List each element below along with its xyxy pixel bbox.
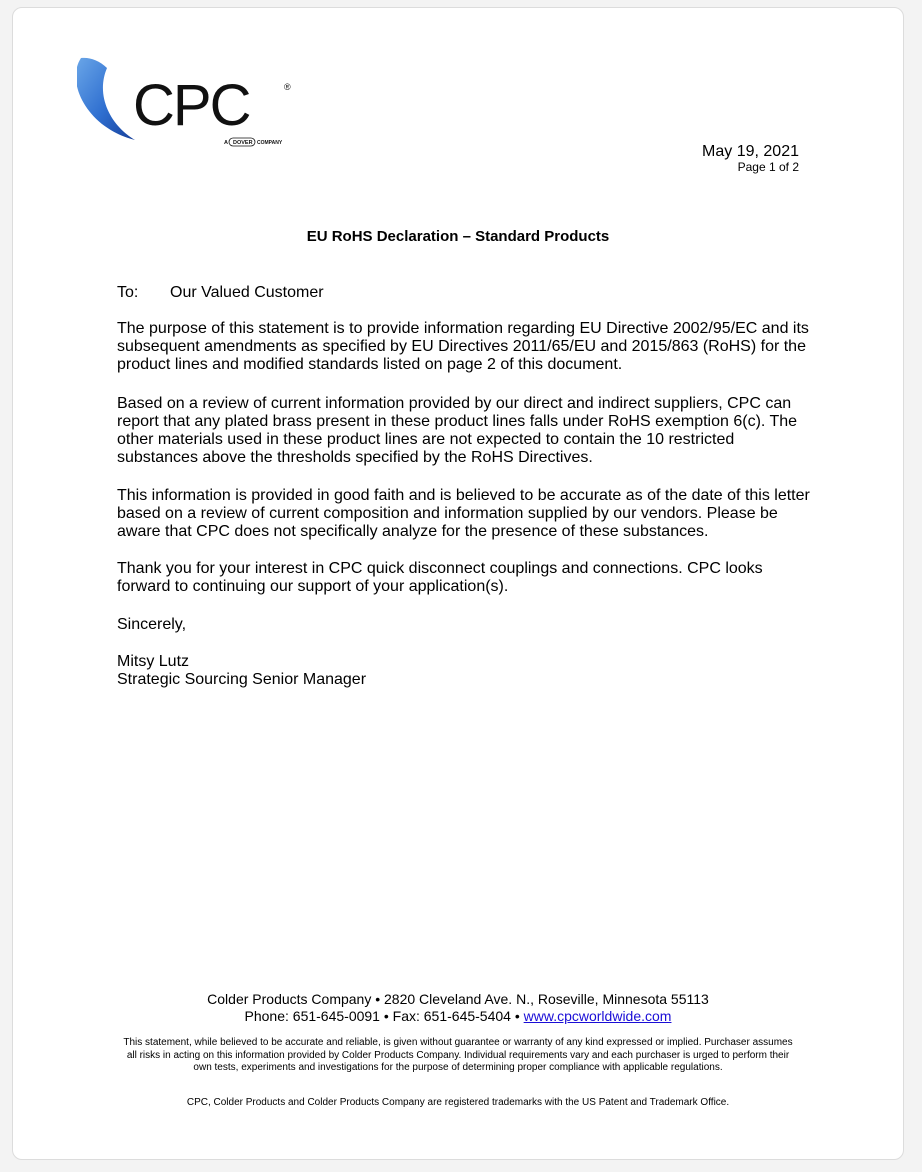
logo-registered-mark: ® [284,82,291,92]
signature-block [117,653,366,689]
paragraph-good-faith: This information is provided in good faith and is believed to be accurate as of the date of this letter based on a review of current composition and information supplied by our vendors. Please be aware that CPC does not specifically analyze for the presence of these substances. [117,487,810,540]
footer-contact [13,1008,903,1024]
document-page [12,7,904,1160]
letter-date: May 19, 2021 [702,143,799,160]
footer-phone-fax: Phone: 651-645-0091 • Fax: 651-645-5404 • [244,1008,520,1024]
page-indicator: Page 1 of 2 [737,160,799,174]
addressee-line [117,284,324,302]
paragraph-purpose: The purpose of this statement is to provide information regarding EU Directive 2002/95/EC and its subsequent amendments as specified by EU Directives 2011/65/EU and 2015/863 (RoHS) for the product lines and modified standards listed on page 2 of this document. [117,320,809,373]
logo-tagline-prefix: A [224,140,228,146]
signer-name: Mitsy Lutz [117,653,190,670]
cpc-logo-graphic [77,56,297,151]
footer-address: Colder Products Company • 2820 Cleveland Ave. N., Roseville, Minnesota 55113 [207,991,709,1007]
closing-salutation: Sincerely, [117,616,187,633]
signer-title: Strategic Sourcing Senior Manager [117,671,367,688]
paragraph-thanks: Thank you for your interest in CPC quick disconnect couplings and connections. CPC looks forward to continuing our support of your application(s). [117,560,763,595]
cpc-logo [77,56,297,151]
legal-disclaimer: This statement, while believed to be accurate and reliable, is given without guarantee or warranty of any kind expressed or implied. Purchaser assumes all risks in acting on this information provided by Colder Products Company. Individual requirements vary and each purchaser is urged to perform their own tests, experiments and investigations for the purpose of determining proper compliance with applicable regulations. [123,1037,793,1074]
paragraph-review: Based on a review of current information provided by our direct and indirect suppliers, CPC can report that any plated brass present in these product lines falls under RoHS exemption 6(c). The other materials used in these product lines are not expected to contain the 10 restricted substances above the thresholds specified by the RoHS Directives. [117,395,798,466]
logo-tagline-brand: DOVER [233,140,253,146]
addressee-label: To: [117,284,139,301]
logo-wordmark: CPC [133,73,250,138]
trademark-notice: CPC, Colder Products and Colder Products Company are registered trademarks with the US Patent and Trademark Office. [186,1097,730,1108]
logo-tagline-suffix: COMPANY [257,140,283,146]
document-title: EU RoHS Declaration – Standard Products [306,228,610,245]
website-link[interactable]: www.cpcworldwide.com [523,1008,672,1024]
logo-swoosh-icon [77,58,135,140]
addressee-value: Our Valued Customer [170,284,324,301]
